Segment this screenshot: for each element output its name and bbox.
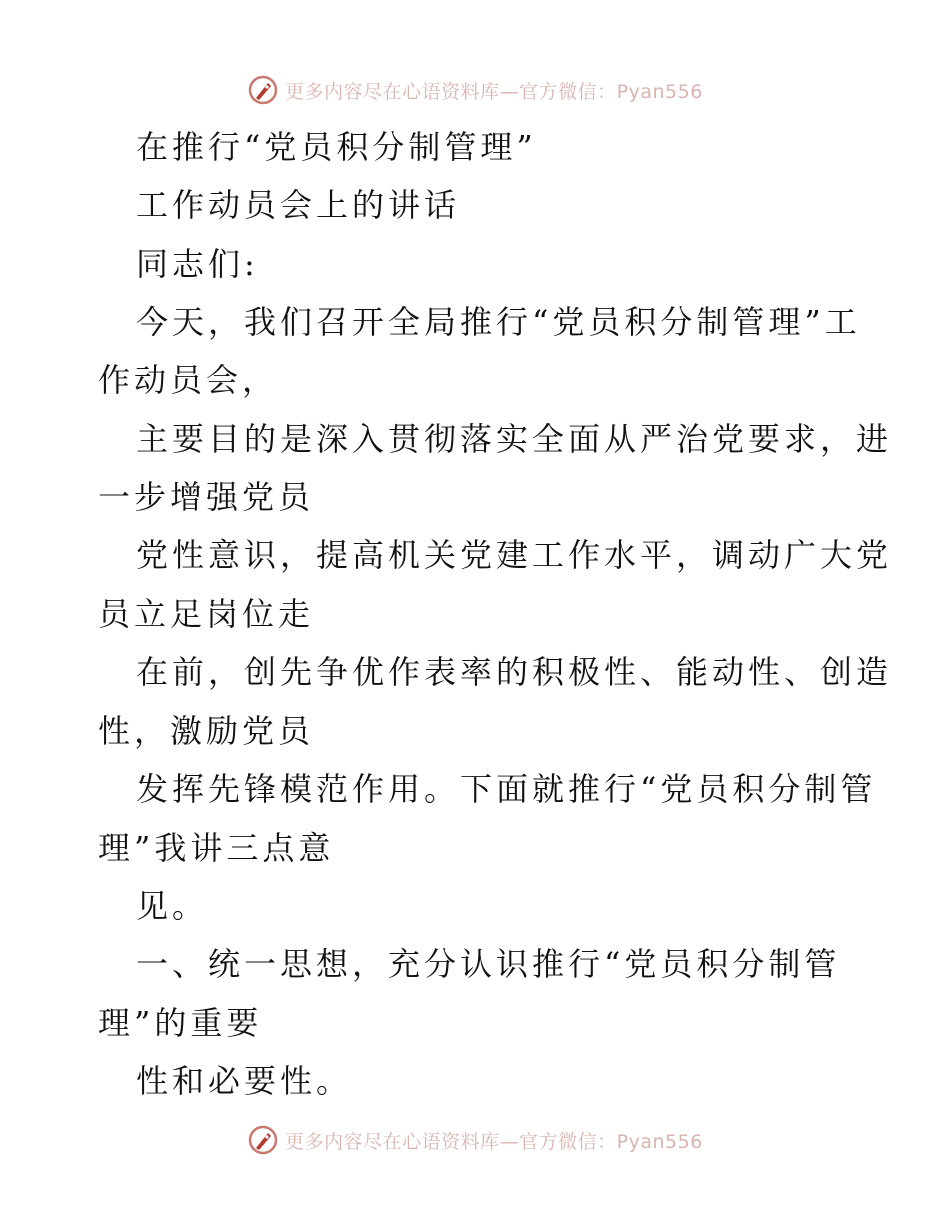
text-line: 员立足岗位走 xyxy=(98,595,315,633)
section-heading-cont: 理”的重要 xyxy=(98,1004,263,1042)
text-line: 发挥先锋模范作用。下面就推行“党员积分制管 xyxy=(136,770,877,808)
text-line: 理”我讲三点意 xyxy=(98,829,335,867)
footer-watermark xyxy=(0,1120,950,1160)
title-line-1: 在推行“党员积分制管理” xyxy=(136,128,537,166)
section-heading: 一、统一思想，充分认识推行“党员积分制管 xyxy=(136,945,841,983)
text-line: 今天，我们召开全局推行“党员积分制管理”工 xyxy=(136,303,861,341)
title-line-2: 工作动员会上的讲话 xyxy=(136,186,461,224)
pen-nib-circle-icon xyxy=(247,1124,279,1156)
section-heading-cont: 性和必要性。 xyxy=(136,1062,353,1100)
text-line: 一步增强党员 xyxy=(98,478,315,516)
text-line: 党性意识，提高机关党建工作水平，调动广大党 xyxy=(136,536,893,574)
salutation: 同志们: xyxy=(136,245,259,283)
text-line: 在前，创先争优作表率的积极性、能动性、创造 xyxy=(136,653,893,691)
text-line: 见。 xyxy=(136,887,209,925)
text-line: 主要目的是深入贯彻落实全面从严治党要求，进 xyxy=(136,420,893,458)
watermark-text: 更多内容尽在心语资料库—官方微信：Pyan556 xyxy=(285,80,703,103)
text-line: 性，激励党员 xyxy=(98,712,315,750)
text-line: 作动员会， xyxy=(98,361,279,399)
watermark-text: 更多内容尽在心语资料库—官方微信：Pyan556 xyxy=(285,1130,703,1153)
